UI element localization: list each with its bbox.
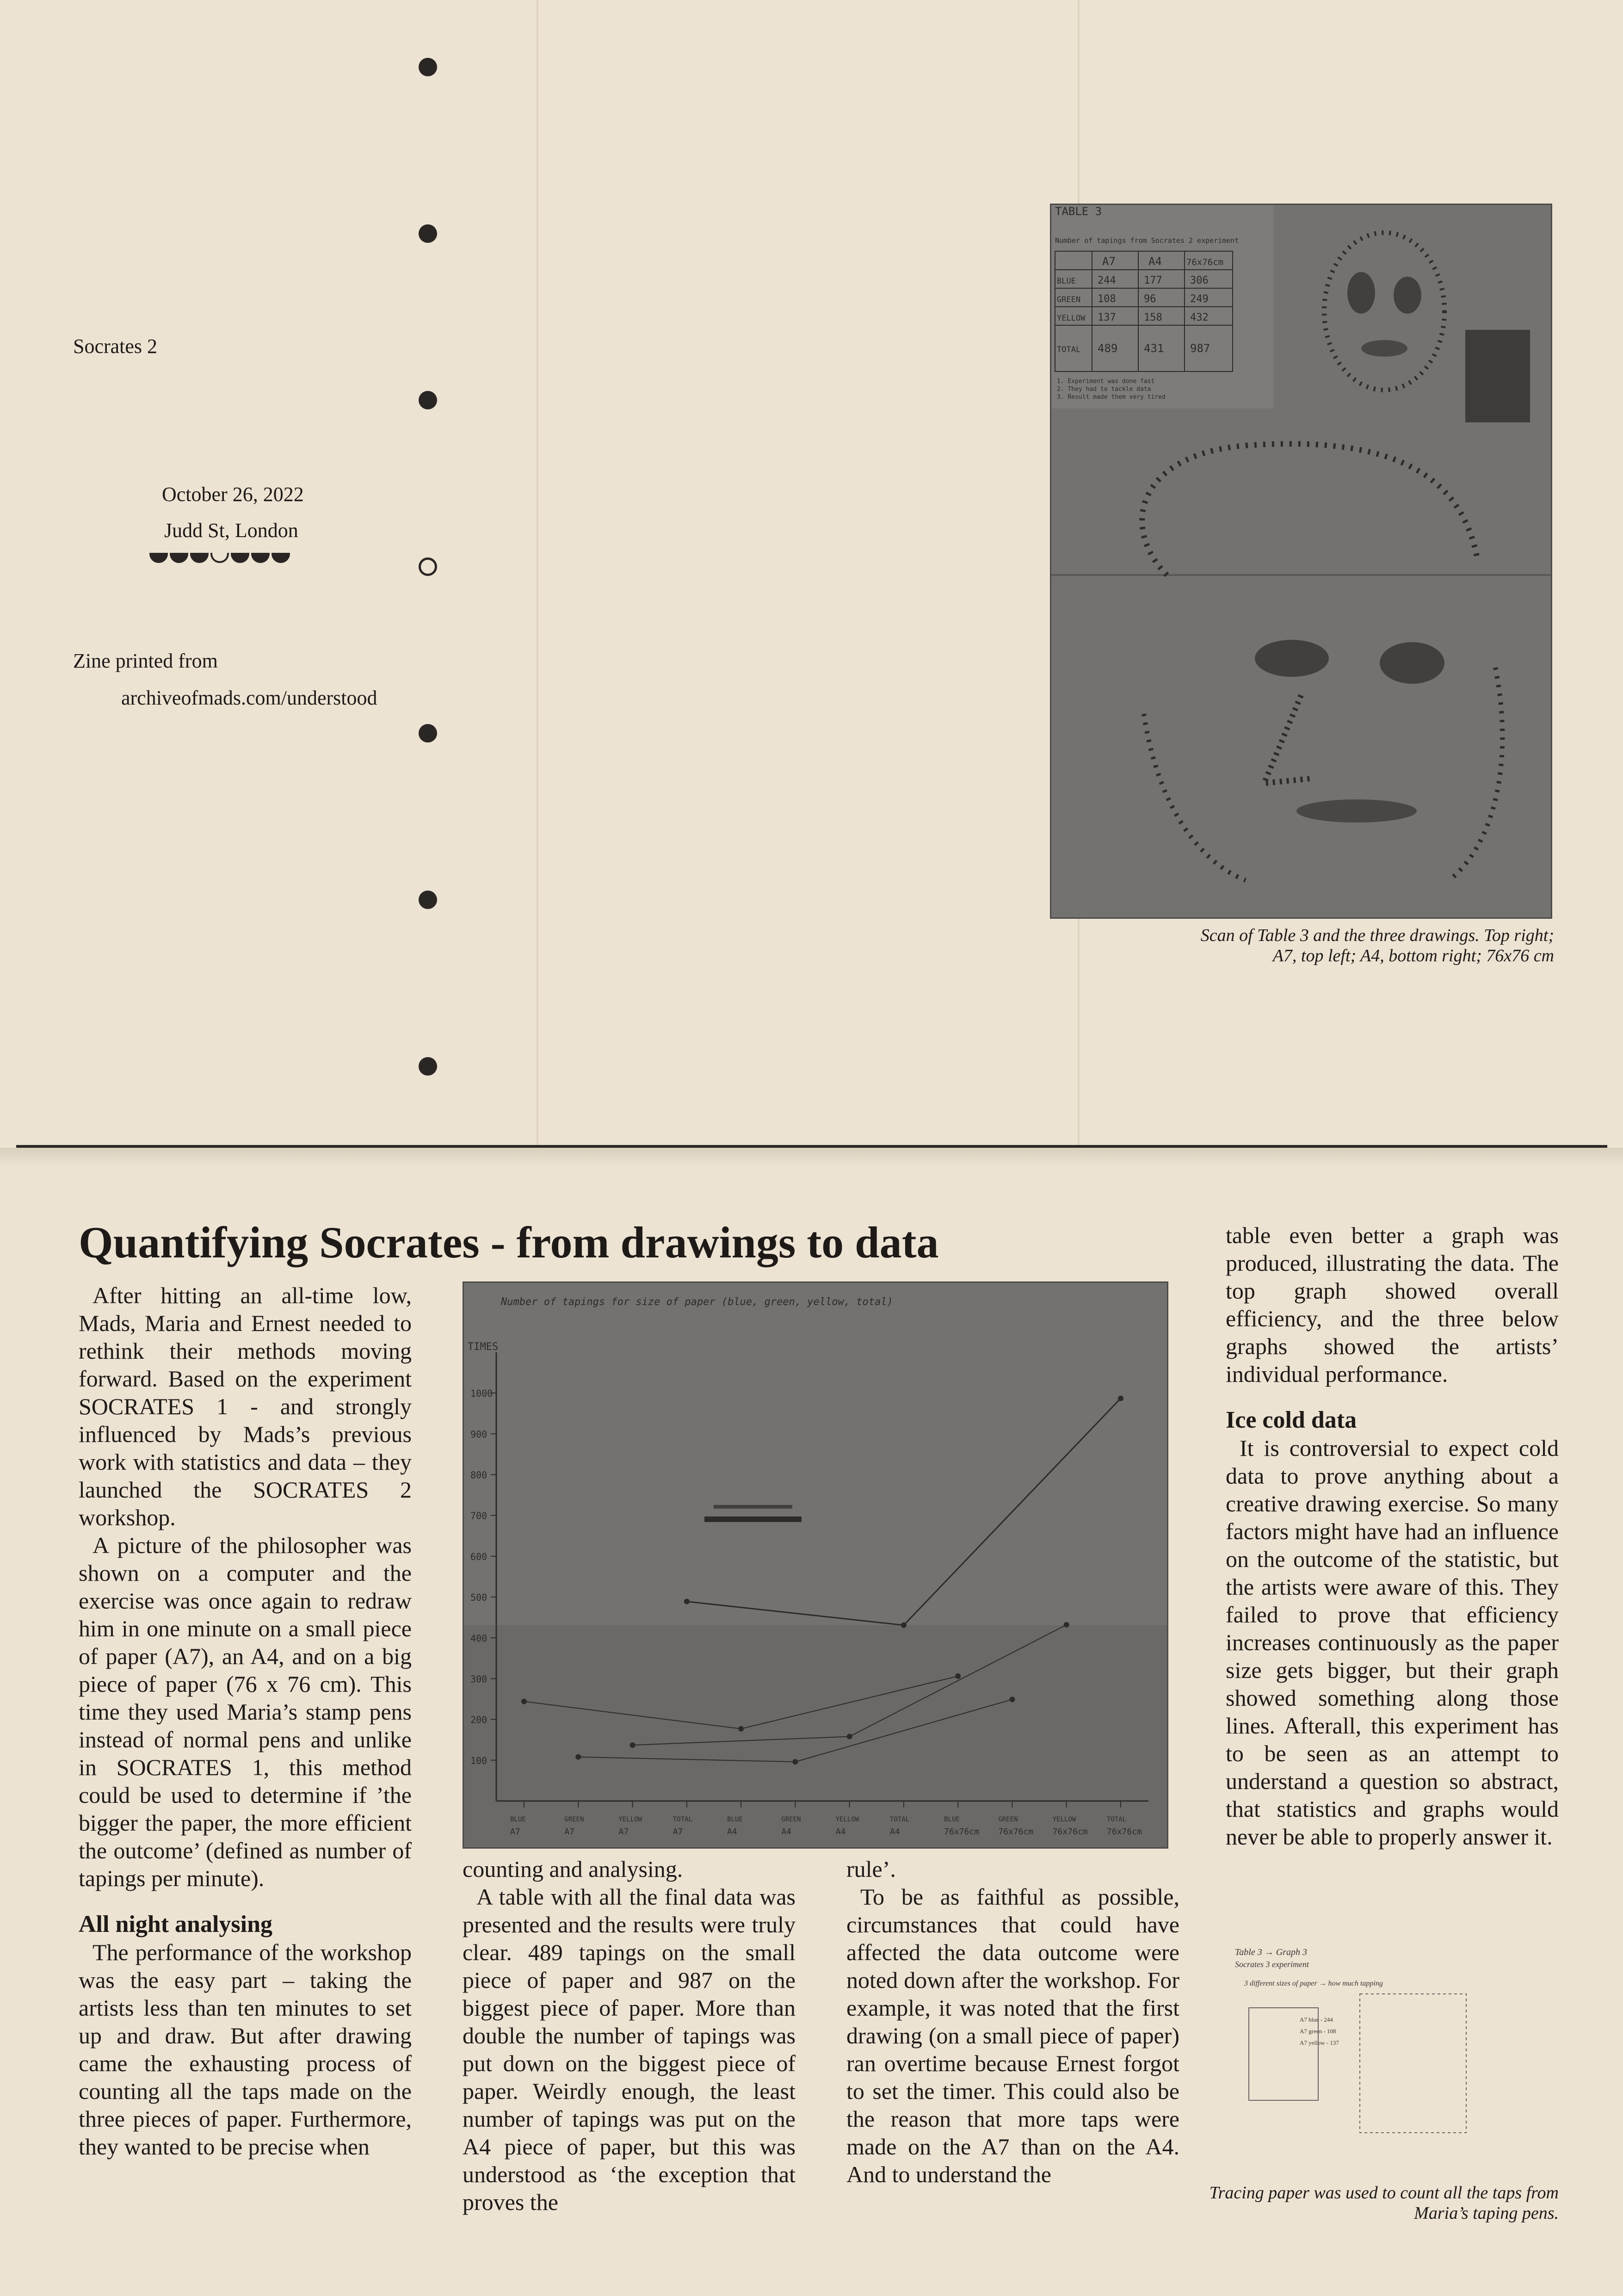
article-column-3 xyxy=(846,1855,1179,2188)
stamp-pen-object xyxy=(1465,330,1530,422)
scan-row-label: BLUE xyxy=(1057,277,1076,286)
article-paragraph: The performance of the workshop was the easy part – taking the artists less than ten minutes to set up and draw. But after drawing came the exhausting process of counting all the taps made on the three pieces of paper. Furthermore, they wanted to be precise when xyxy=(79,1939,412,2160)
scan-cell: 244 xyxy=(1098,275,1116,286)
article-paragraph: It is controversial to expect cold data to prove anything about a creative drawing exercise. So many factors might have had an influence on the outcome of the statistic, but the artists were aware of this. They failed to prove that efficiency increases continuously as the paper size gets bigger, but their graph showed something along those lines. Afterall, this experiment has to be seen as an attempt to understand a question so abstract, that statistics and graphs would never be able to properly answer it. xyxy=(1226,1435,1559,1850)
x-tick-label: YELLOW xyxy=(618,1816,642,1823)
cover-location: Judd St, London xyxy=(164,519,298,542)
binding-hole xyxy=(419,1057,437,1076)
tracing-tally: A7 yellow - 137 xyxy=(1300,2039,1339,2046)
article-paragraph: rule’. xyxy=(846,1856,896,1882)
graph-ylabel: TIMES xyxy=(468,1341,499,1353)
cover-title: Socrates 2 xyxy=(73,335,158,358)
data-point-yellow xyxy=(630,1742,636,1748)
x-size-label: 76x76cm xyxy=(944,1827,980,1837)
scan-row-label: GREEN xyxy=(1057,295,1081,304)
graph-title: Number of tapings for size of paper (blue, green, yellow, total) xyxy=(501,1296,893,1308)
graph-stamp-mark xyxy=(704,1516,802,1522)
binding-hole xyxy=(419,891,437,909)
scan-cell: 137 xyxy=(1098,312,1116,323)
graph-scan-photo xyxy=(463,1281,1168,1849)
scan-col-76: 76x76cm xyxy=(1186,257,1224,267)
data-point-blue xyxy=(955,1673,961,1679)
data-point-blue xyxy=(738,1726,744,1732)
article-paragraph: After hitting an all-time low, Mads, Maria and Ernest needed to rethink their methods moving forward. Based on the experiment SOCRATES 1 - and strongly influenced by Mads’s previous work with statistics and data – they launched the SOCRATES 2 workshop. xyxy=(79,1282,412,1530)
cover-date: October 26, 2022 xyxy=(162,483,304,506)
tracing-paper-image xyxy=(1235,1943,1559,2174)
scan-illustration xyxy=(1051,205,1551,917)
scan-table-title: Number of tapings from Socrates 2 experiment xyxy=(1055,236,1239,245)
article-paragraph: counting and analysing. xyxy=(463,1856,683,1882)
x-tick-label: BLUE xyxy=(944,1816,960,1823)
x-size-label: 76x76cm xyxy=(1052,1827,1088,1837)
data-point-green xyxy=(792,1759,798,1764)
x-size-label: 76x76cm xyxy=(1107,1827,1142,1837)
heading-ice-cold: Ice cold data xyxy=(1226,1407,1357,1433)
scan-row-label: YELLOW xyxy=(1057,314,1086,323)
data-point-total xyxy=(684,1599,690,1604)
binding-hole-open xyxy=(419,557,437,576)
tracing-title: Table 3 → Graph 3 xyxy=(1235,1947,1307,1957)
scan-col-a4: A4 xyxy=(1148,255,1162,268)
data-point-yellow xyxy=(847,1734,852,1739)
article-column-4 xyxy=(1226,1221,1559,1850)
scan-cell: 96 xyxy=(1144,293,1156,305)
x-size-label: 76x76cm xyxy=(998,1827,1034,1837)
x-tick-label: BLUE xyxy=(727,1816,743,1823)
y-tick-label: 900 xyxy=(470,1429,488,1440)
binding-hole xyxy=(419,391,437,409)
scan-caption: Scan of Table 3 and the three drawings. Top right; A7, top left; A4, bottom right; 76x76 cm xyxy=(1200,926,1554,965)
scan-cell: 249 xyxy=(1190,293,1209,305)
archive-link[interactable]: archiveofmads.com/understood xyxy=(121,687,377,709)
tracing-tally: A7 green - 108 xyxy=(1300,2028,1336,2035)
scan-cell: 306 xyxy=(1190,275,1209,286)
x-size-label: A4 xyxy=(781,1827,792,1837)
x-tick-label: GREEN xyxy=(998,1816,1018,1823)
x-tick-label: GREEN xyxy=(781,1816,801,1823)
binding-hole xyxy=(419,58,437,76)
data-point-yellow xyxy=(1064,1622,1069,1628)
scan-cell: 432 xyxy=(1190,312,1209,323)
tracing-tally: A7 blue - 244 xyxy=(1300,2016,1333,2023)
x-size-label: A7 xyxy=(618,1827,629,1837)
scan-row-label: TOTAL xyxy=(1057,345,1081,354)
tracing-caption: Tracing paper was used to count all the taps from Maria’s taping pens. xyxy=(1209,2183,1559,2223)
article-column-2 xyxy=(463,1855,796,2216)
x-size-label: A4 xyxy=(727,1827,737,1837)
scan-table-label: TABLE 3 xyxy=(1055,205,1102,218)
scan-photo xyxy=(1050,204,1552,919)
data-point-blue xyxy=(521,1699,527,1704)
x-tick-label: YELLOW xyxy=(835,1816,859,1823)
x-size-label: A7 xyxy=(564,1827,574,1837)
x-tick-label: GREEN xyxy=(564,1816,584,1823)
y-tick-label: 500 xyxy=(470,1592,488,1603)
y-tick-label: 600 xyxy=(470,1551,488,1562)
article-paragraph: A table with all the final data was presented and the results were truly clear. 489 tapings on the small piece of paper and 987 on the biggest piece of paper. More than double the number of tapings was put down on the biggest piece of paper. Weirdly enough, the least number of tapings was put on the A4 piece of paper, but this was understood as ‘the exception that proves the xyxy=(463,1884,796,2215)
scan-cell: 431 xyxy=(1144,342,1164,355)
scan-cell: 108 xyxy=(1098,293,1116,305)
printed-from-label: Zine printed from xyxy=(73,650,218,672)
data-point-green xyxy=(575,1754,581,1760)
scan-col-a7: A7 xyxy=(1102,255,1116,268)
binding-hole xyxy=(419,724,437,743)
tracing-sketch xyxy=(1235,1943,1559,2174)
fold-shadow xyxy=(0,1148,1623,1166)
y-tick-label: 100 xyxy=(470,1755,488,1766)
data-point-total xyxy=(901,1622,907,1628)
article-headline: Quantifying Socrates - from drawings to data xyxy=(79,1218,939,1267)
tracing-note: 3 different sizes of paper → how much tapping xyxy=(1244,1980,1383,1987)
x-size-label: A7 xyxy=(510,1827,520,1837)
scan-note: 2. They had to tackle data xyxy=(1057,386,1151,393)
data-point-green xyxy=(1009,1696,1015,1702)
x-size-label: A4 xyxy=(889,1827,900,1837)
x-tick-label: YELLOW xyxy=(1052,1816,1076,1823)
scan-cell: 177 xyxy=(1144,275,1162,286)
article-column-1 xyxy=(79,1281,412,2160)
scan-note: 3. Result made them very tired xyxy=(1057,394,1166,401)
stamp-marks xyxy=(149,553,290,563)
heading-all-night: All night analysing xyxy=(79,1911,273,1937)
scan-cell: 987 xyxy=(1190,342,1210,355)
x-tick-label: TOTAL xyxy=(673,1816,692,1823)
binding-hole xyxy=(419,224,437,243)
x-size-label: A4 xyxy=(835,1827,846,1837)
y-tick-label: 300 xyxy=(470,1673,488,1685)
article-paragraph: To be as faithful as possible, circumstances that could have affected the data outcome were noted down after the workshop. For example, it was noted that the first drawing (on a small piece of paper) ran overtime because Ernest forgot to set the timer. This could also be the reason that more taps were made on the A7 than on the A4. And to understand the xyxy=(846,1884,1179,2187)
article-paragraph: A picture of the philosopher was shown on a computer and the exercise was once again to redraw him in one minute on a small piece of paper (A7), an A4, and on a big piece of paper (76 x 76 cm). This time they used Maria’s stamp pens instead of normal pens and unlike in SOCRATES 1, this method could be used to determine if ’the bigger the paper, the more efficient the outcome’ (defined as number of tapings per minute). xyxy=(79,1532,412,1891)
y-tick-label: 200 xyxy=(470,1714,488,1726)
y-tick-label: 1000 xyxy=(470,1388,493,1399)
graph-stamp-mark xyxy=(714,1505,792,1509)
article-paragraph: table even better a graph was produced, illustrating the data. The top graph showed overall efficiency, and the three below graphs showed the artists’ individual performance. xyxy=(1226,1222,1559,1387)
scan-note: 1. Experiment was done fast xyxy=(1057,378,1155,385)
x-tick-label: BLUE xyxy=(510,1816,526,1823)
data-point-total xyxy=(1118,1396,1123,1401)
y-tick-label: 700 xyxy=(470,1510,488,1522)
scan-cell: 489 xyxy=(1098,342,1118,355)
y-tick-label: 800 xyxy=(470,1469,488,1481)
tracing-subtitle: Socrates 3 experiment xyxy=(1235,1960,1309,1969)
x-tick-label: TOTAL xyxy=(1107,1816,1127,1823)
x-size-label: A7 xyxy=(673,1827,683,1837)
scan-cell: 158 xyxy=(1144,312,1162,323)
graph-chart xyxy=(464,1283,1167,1847)
page-fold xyxy=(537,0,538,1147)
y-tick-label: 400 xyxy=(470,1633,488,1644)
x-tick-label: TOTAL xyxy=(889,1816,910,1823)
tracing-sheet-large xyxy=(1360,1994,1466,2133)
